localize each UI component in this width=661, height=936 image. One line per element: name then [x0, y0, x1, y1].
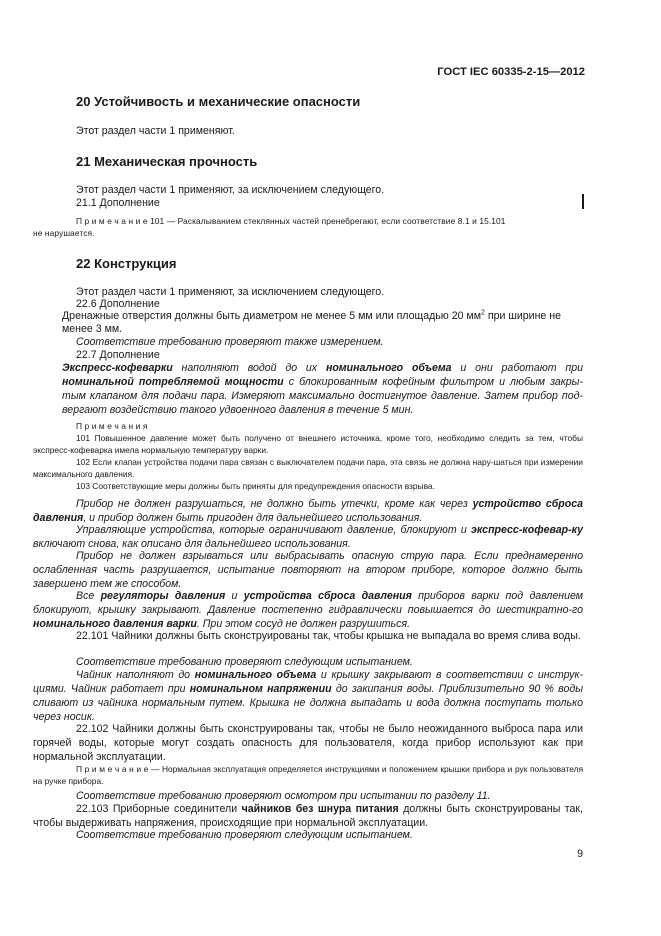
test-22-101: [33, 668, 583, 724]
c103-text-c: должны быть сконструированы так, чтобы выдерживать напряжения, происходящие при нормальной эксплуатации.: [33, 803, 583, 829]
check-22-101: Соответствие требованию проверяют следующим испытанием.: [76, 656, 413, 668]
t101-text-e: до закипания воды. Приблизительно 90 % воды сливают из чайника нормальным путем. Крышка не должна выпадать и вода должна поступать только через носик.: [33, 683, 583, 723]
r4-term-d: устройства сброса давления: [243, 590, 412, 602]
t101-text-a: Чайник наполняют до: [76, 669, 195, 681]
c103-term: чайников без шнура питания: [241, 803, 399, 815]
r4-text-g: . При этом сосуд не должен разрушиться.: [196, 618, 411, 630]
subclause-21-1: 21.1 Дополнение: [76, 197, 160, 209]
check-22-102: Соответствие требованию проверяют осмотром при испытании по разделу 11.: [76, 790, 491, 802]
r2-text-c: включают снова, как описано для дальнейшего использования.: [33, 538, 351, 550]
r4-text-a: Все: [76, 590, 101, 602]
paragraph-22-7: [62, 361, 583, 417]
note-22-102: [33, 763, 583, 787]
note-22-102-text: — Нормальная эксплуатация определяется инструкциями и положением крышки прибора и рук пользователя на ручке прибора.: [33, 764, 584, 786]
r2-text-a: Управляющие устройства, которые ограничивают давление, блокируют и: [76, 524, 471, 536]
p226-text-b: при ширине не: [484, 310, 561, 322]
note-102: 102 Если клапан устройства подачи пара связан с выключателем подачи пара, эта связь не должна нару-шаться при измерении максимального давления.: [33, 457, 583, 479]
t101-term-d: номинальном напряжении: [189, 683, 332, 695]
subclause-22-6: 22.6 Дополнение: [76, 298, 160, 310]
note-21: [76, 215, 583, 227]
section-22-text: Этот раздел части 1 применяют, за исключением следующего.: [76, 286, 385, 298]
section-21-title: 21 Механическая прочность: [76, 154, 258, 169]
r2-term: экспресс-кофевар-ку: [470, 524, 583, 536]
note-101: 101 Повышенное давление может быть получено от внешнего источника, кроме того, необходимо следить за тем, чтобы экспресс-кофеварка имела нормальную температуру варки.: [33, 433, 583, 455]
page-number: 9: [577, 848, 583, 860]
p227-text-6: с блокированным кофейным фильтром и любым закры-тым клапаном для подачи пара. Измеряют максимально достигнутое давление. Затем прибор под-вергают воздействию такого удвоенного давления в течение 5 мин.: [62, 376, 583, 416]
note-lead: П р и м е ч а н и е: [76, 216, 148, 226]
r1-text-c: , и прибор должен быть пригоден для дальнейшего использования.: [83, 512, 423, 524]
clause-22-101: 22.101 Чайники должны быть сконструированы так, чтобы крышка не выпадала во время слива воды.: [76, 630, 581, 642]
r4-text-c: и: [225, 590, 244, 602]
result-1: [33, 497, 583, 525]
change-bar: [582, 194, 584, 209]
r4-term-b: регуляторы давления: [100, 590, 226, 602]
t101-term-b: номинального объема: [194, 669, 317, 681]
r1-term: устройство сброса давления: [33, 498, 584, 524]
clause-22-103: [33, 802, 583, 830]
p227-text-2: наполняют водой до их: [172, 362, 326, 374]
p227-text-4: и они работают при: [451, 362, 583, 374]
p227-term-3: номинального объема: [325, 362, 452, 374]
r1-text-a: Прибор не должен разрушаться, не должно быть утечки, кроме как через: [76, 498, 473, 510]
note-22-102-lead: П р и м е ч а н и е: [76, 764, 149, 774]
section-20-text: Этот раздел части 1 применяют.: [76, 125, 235, 137]
paragraph-22-6: [62, 309, 583, 323]
c103-text-a: 22.103 Приборные соединители: [76, 803, 242, 815]
t101-text-c: и крышку закрывают в соответствии с инструк-циями. Чайник работает при: [33, 669, 583, 695]
p227-term-1: Экспресс-кофеварки: [62, 362, 173, 374]
standard-header: ГОСТ IEC 60335-2-15—2012: [437, 66, 585, 78]
p226-superscript: 2: [481, 309, 485, 317]
note-21-continued: не нарушается.: [33, 228, 95, 238]
note-text: 101 — Раскалыванием стеклянных частей пренебрегают, если соответствие 8.1 и 15.101: [147, 216, 506, 226]
notes-lead: П р и м е ч а н и я: [76, 421, 148, 431]
result-4: [33, 589, 583, 631]
r4-text-e: приборов варки под давлением блокируют, крышку закрывают. Давление постепенно гидравлически повышается до шестикратно-го: [33, 590, 583, 616]
section-21-text: Этот раздел части 1 применяют, за исключением следующего.: [76, 184, 385, 196]
p226-text-a: Дренажные отверстия должны быть диаметром не менее 5 мм или площадью 20 мм: [62, 310, 481, 322]
result-3: Прибор не должен взрываться или выбрасывать опасную струю пара. Если преднамеренно ослабленная часть разрушается, испытание повторяют на втором приборе, которое должно быть завершено тем же способом.: [33, 550, 583, 590]
clause-22-102: 22.102 Чайники должны быть сконструированы так, чтобы не было неожиданного выброса пара или горячей воды, которые могут создать опасность для пользователя, когда прибор используют как при нормальной эксплуатации.: [33, 723, 583, 763]
p227-term-5: номинальной потребляемой мощности: [62, 376, 284, 388]
r4-term-f: номинального давления варки: [33, 618, 197, 630]
check-22-103: Соответствие требованию проверяют следующим испытанием.: [76, 829, 413, 841]
section-20-title: 20 Устойчивость и механические опасности: [76, 94, 361, 109]
subclause-22-7: 22.7 Дополнение: [76, 349, 160, 361]
note-103: 103 Соответствующие меры должны быть приняты для предупреждения опасности взрыва.: [76, 481, 435, 491]
section-22-title: 22 Конструкция: [76, 256, 177, 271]
paragraph-22-6-cont: менее 3 мм.: [62, 323, 123, 335]
check-22-6: Соответствие требованию проверяют также измерением.: [76, 336, 384, 348]
result-2: [33, 523, 583, 551]
